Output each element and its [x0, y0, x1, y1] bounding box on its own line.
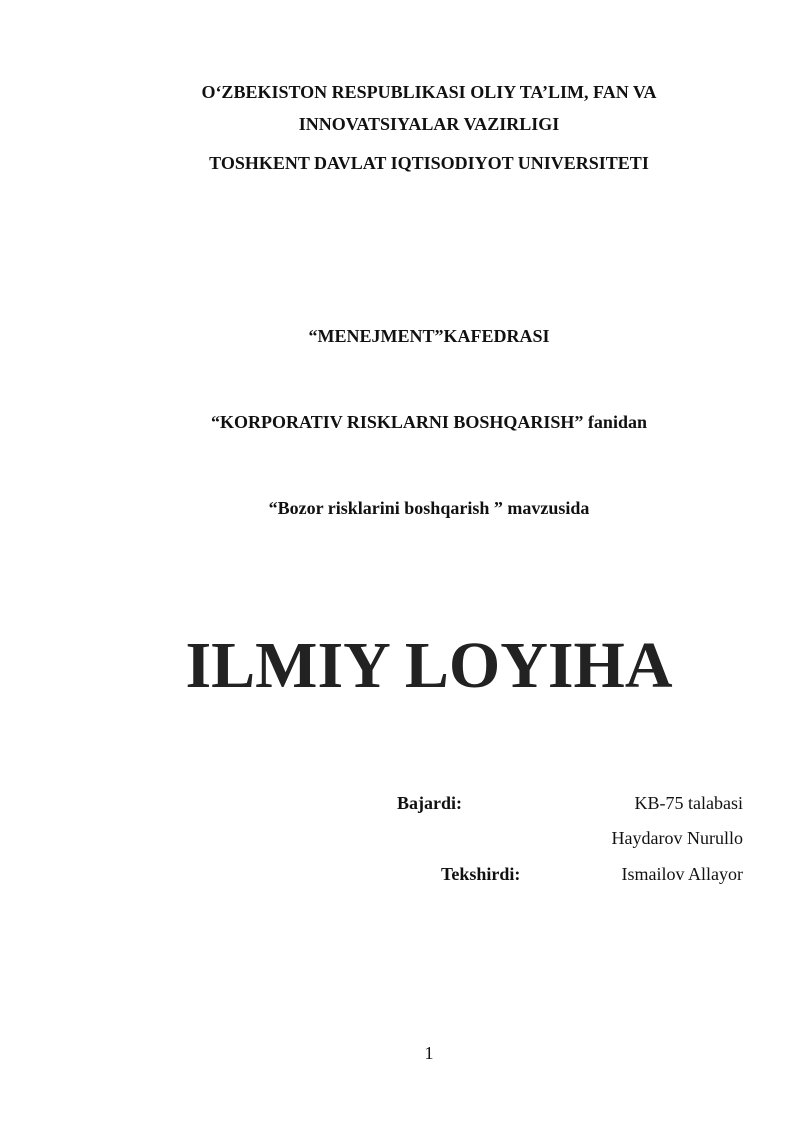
university-name: TOSHKENT DAVLAT IQTISODIYOT UNIVERSITETI — [209, 153, 649, 173]
performed-by-label: Bajardi: — [397, 793, 462, 813]
ministry-line-1: O‘ZBEKISTON RESPUBLIKASI OLIY TA’LIM, FAN VA — [201, 82, 657, 102]
topic-line: “Bozor risklarini boshqarish ” mavzusida — [268, 498, 590, 518]
document-title: ILMIY LOYIHA — [185, 629, 673, 702]
ministry-heading — [0, 76, 800, 140]
ministry-line-2: INNOVATSIYALAR VAZIRLIGI — [298, 114, 560, 134]
subject-line: “KORPORATIV RISKLARNI BOSHQARISH” fanidan — [211, 412, 647, 432]
checked-by-label: Tekshirdi: — [441, 864, 521, 884]
student-name: Haydarov Nurullo — [611, 828, 743, 848]
department-name: “MENEJMENT”KAFEDRASI — [308, 326, 550, 346]
student-group: KB-75 talabasi — [634, 793, 743, 813]
page-number: 1 — [424, 1043, 434, 1063]
teacher-name: Ismailov Allayor — [621, 864, 743, 884]
